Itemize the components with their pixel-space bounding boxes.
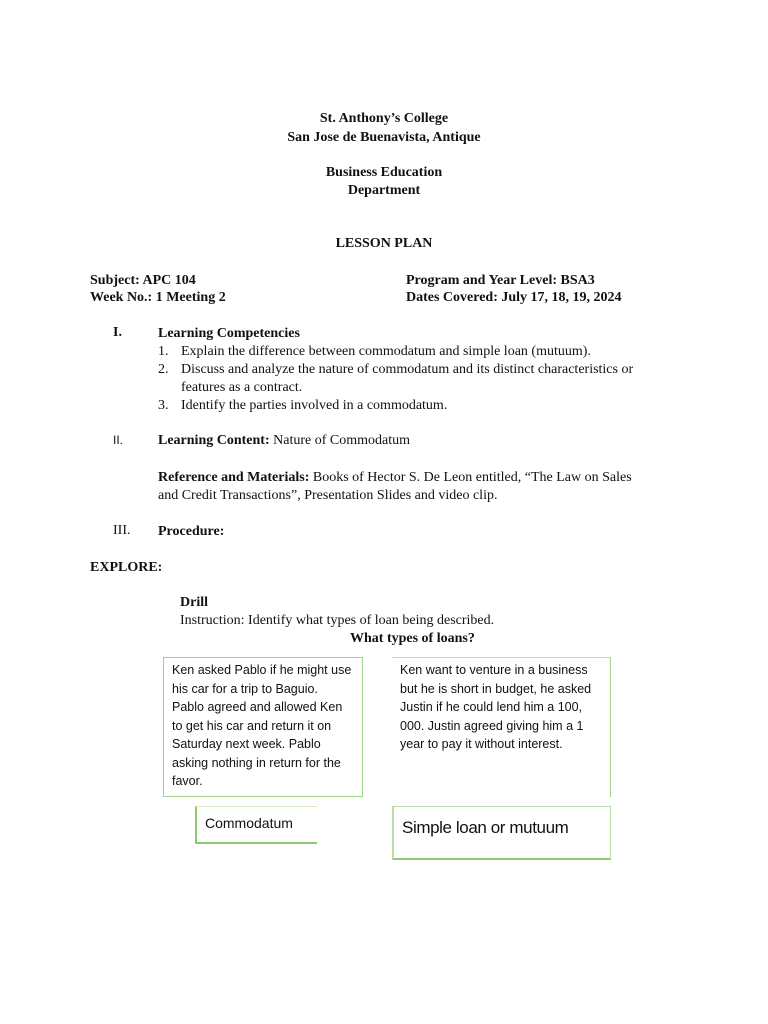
scenario-line: Saturday next week. Pablo	[172, 737, 321, 751]
reference-line-1	[158, 469, 632, 487]
school-name: St. Anthony’s College	[319, 111, 449, 126]
answer-simple-loan: Simple loan or mutuum	[392, 806, 611, 860]
program-label: Program and Year Level: BSA3	[406, 273, 595, 288]
scenario-line: Ken asked Pablo if he might use	[172, 663, 352, 677]
reference-label: Reference and Materials:	[158, 470, 310, 485]
week-label: Week No.: 1 Meeting 2	[90, 290, 226, 305]
learning-content	[158, 432, 410, 450]
reference-text: Books of Hector S. De Leon entitled, “The Law on Sales	[309, 470, 632, 485]
drill-title: Drill	[180, 595, 208, 610]
scenario-line: year to pay it without interest.	[400, 737, 563, 751]
subject-label: Subject: APC 104	[90, 273, 196, 288]
list-number: 3.	[158, 398, 169, 413]
scenario-line: favor.	[172, 774, 203, 788]
department-line-1: Business Education	[325, 165, 443, 180]
drill-question: What types of loans?	[350, 631, 475, 646]
scenario-line: asking nothing in return for the	[172, 755, 341, 770]
scenario-line: Justin if he could lend him a 100,	[400, 700, 583, 714]
section-2-numeral: II.	[113, 433, 124, 447]
scenario-line: Ken want to venture in a business	[400, 663, 588, 677]
explore-heading: EXPLORE:	[90, 560, 163, 575]
section-1-heading: Learning Competencies	[158, 326, 300, 341]
section-3-heading: Procedure:	[158, 524, 225, 539]
scenario-card-left	[163, 657, 363, 797]
school-location: San Jose de Buenavista, Antique	[287, 130, 481, 145]
list-text: Identify the parties involved in a commodatum.	[181, 398, 448, 413]
learning-content-label: Learning Content:	[158, 433, 270, 448]
scenario-line: to get his car and return it on	[172, 718, 332, 733]
answer-commodatum: Commodatum	[195, 806, 317, 844]
list-number: 2.	[158, 362, 169, 377]
list-text: Explain the difference between commodatum and simple loan (mutuum).	[181, 344, 591, 359]
scenario-line: 000. Justin agreed giving him a 1	[400, 718, 584, 733]
document-title: LESSON PLAN	[335, 236, 433, 251]
learning-content-value: Nature of Commodatum	[269, 433, 410, 448]
scenario-line: his car for a trip to Baguio.	[172, 681, 318, 696]
section-3-numeral: III.	[113, 523, 131, 538]
section-1-numeral: I.	[113, 325, 122, 340]
scenario-card-right	[392, 657, 611, 797]
reference-line-2: and Credit Transactions”, Presentation Slides and video clip.	[158, 488, 498, 503]
scenario-line: Pablo agreed and allowed Ken	[172, 700, 343, 714]
scenario-line: but he is short in budget, he asked	[400, 681, 592, 696]
list-text: Discuss and analyze the nature of commodatum and its distinct characteristics or	[181, 362, 634, 377]
department-line-2: Department	[347, 183, 421, 198]
list-number: 1.	[158, 344, 169, 359]
drill-instruction: Instruction: Identify what types of loan being described.	[180, 613, 495, 628]
list-text: features as a contract.	[181, 380, 303, 395]
dates-label: Dates Covered: July 17, 18, 19, 2024	[406, 290, 622, 305]
